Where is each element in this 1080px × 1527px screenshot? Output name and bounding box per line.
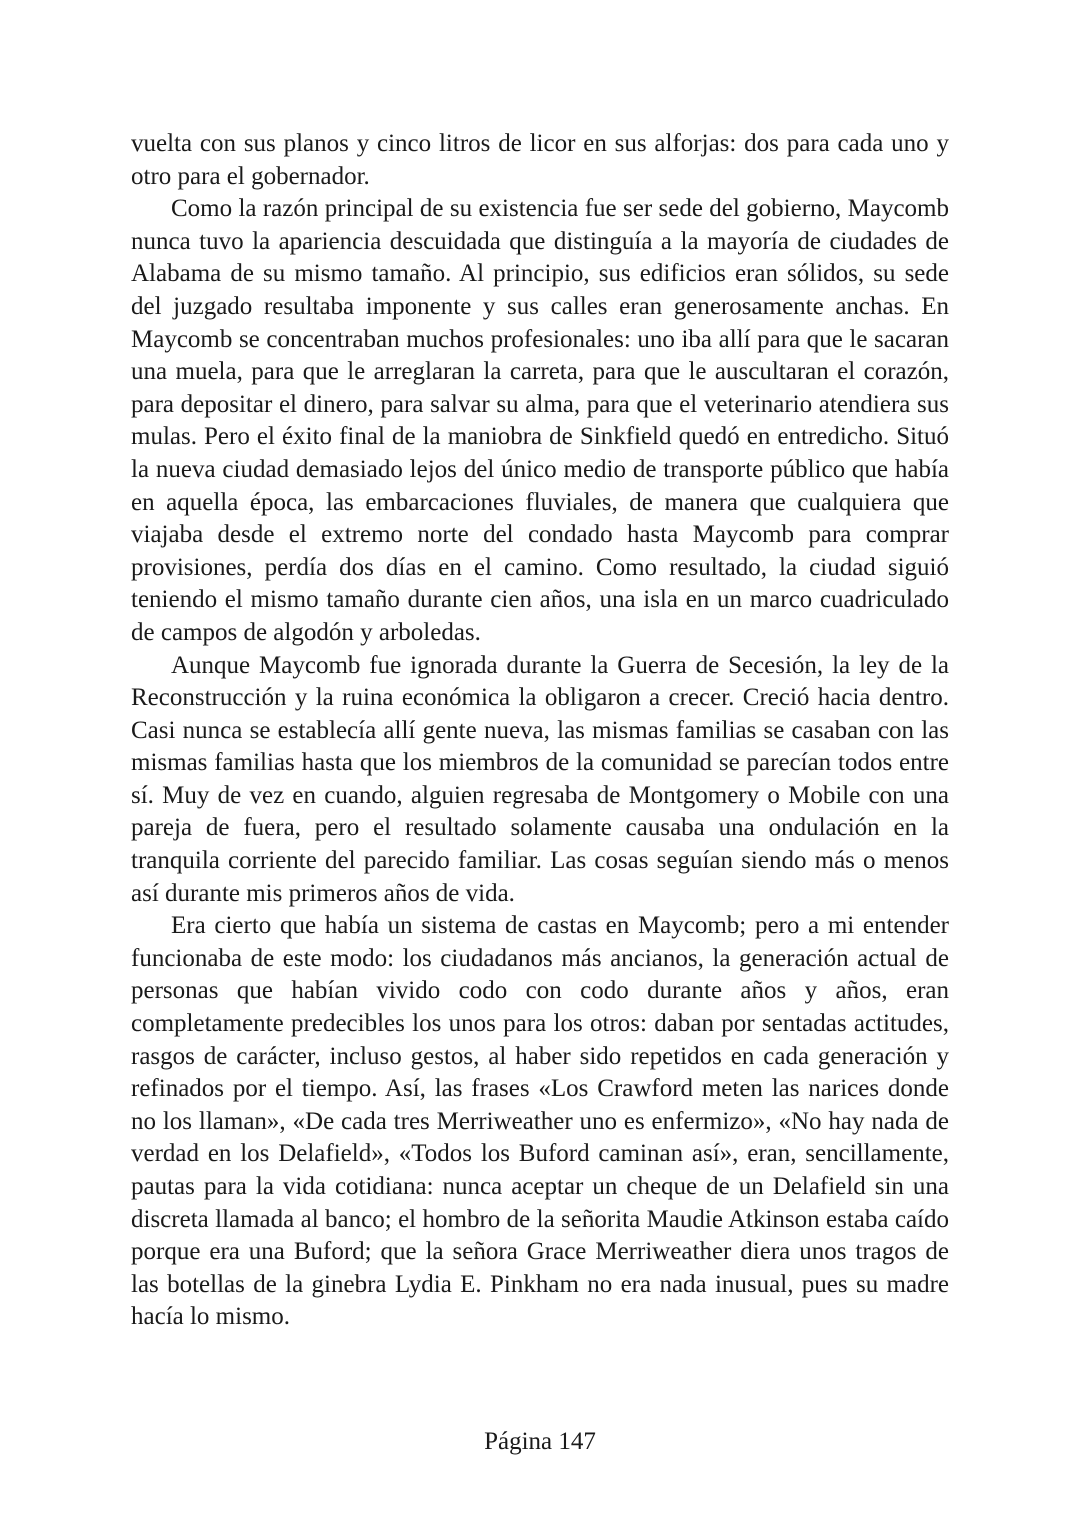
body-text <box>131 128 949 1334</box>
paragraph: Era cierto que había un sistema de castas en Maycomb; pero a mi entender funcionaba de este modo: los ciudadanos más ancianos, la generación actual de personas que habían vivido codo con codo durante años y años, eran completamente predecibles los unos para los otros: daban por sentadas actitudes, rasgos de carácter, incluso gestos, al haber sido repetidos en cada generación y refinados por el tiempo. Así, las frases «Los Crawford meten las narices donde no los llaman», «De cada tres Merriweather uno es enfermizo», «No hay nada de verdad en los Delafield», «Todos los Buford caminan así», eran, sencillamente, pautas para la vida cotidiana: nunca aceptar un cheque de un Delafield sin una discreta llamada al banco; el hombro de la señorita Maudie Atkinson estaba caído porque era una Buford; que la señora Grace Merriweather diera unos tragos de las botellas de la ginebra Lydia E. Pinkham no era nada inusual, pues su madre hacía lo mismo. <box>131 912 949 1331</box>
paragraph-continuation: vuelta con sus planos y cinco litros de licor en sus alforjas: dos para cada uno y otro para el gobernador. <box>131 130 949 190</box>
paragraph: Como la razón principal de su existencia fue ser sede del gobierno, Maycomb nunca tuvo la apariencia descuidada que distinguía a la mayoría de ciudades de Alabama de su mismo tamaño. Al principio, sus edificios eran sólidos, su sede del juzgado resultaba imponente y sus calles eran generosamente anchas. En Maycomb se concentraban muchos profesionales: uno iba allí para que le sacaran una muela, para que le arreglaran la carreta, para que le auscultaran el corazón, para depositar el dinero, para salvar su alma, para que el veterinario atendiera sus mulas. Pero el éxito final de la maniobra de Sinkfield quedó en entredicho. Situó la nueva ciudad demasiado lejos del único medio de transporte público que había en aquella época, las embarcaciones fluviales, de manera que cualquiera que viajaba desde el extremo norte del condado hasta Maycomb para comprar provisiones, perdía dos días en el camino. Como resultado, la ciudad siguió teniendo el mismo tamaño durante cien años, una isla en un marco cuadriculado de campos de algodón y arboledas. <box>131 195 949 646</box>
paragraph: Aunque Maycomb fue ignorada durante la Guerra de Secesión, la ley de la Reconstrucción y la ruina económica la obligaron a crecer. Creció hacia dentro. Casi nunca se establecía allí gente nueva, las mismas familias se casaban con las mismas familias hasta que los miembros de la comunidad se parecían todos entre sí. Muy de vez en cuando, alguien regresaba de Montgomery o Mobile con una pareja de fuera, pero el resultado solamente causaba una ondulación en la tranquila corriente del parecido familiar. Las cosas seguían siendo más o menos así durante mis primeros años de vida. <box>131 651 949 907</box>
page-number: Página 147 <box>484 1428 596 1455</box>
